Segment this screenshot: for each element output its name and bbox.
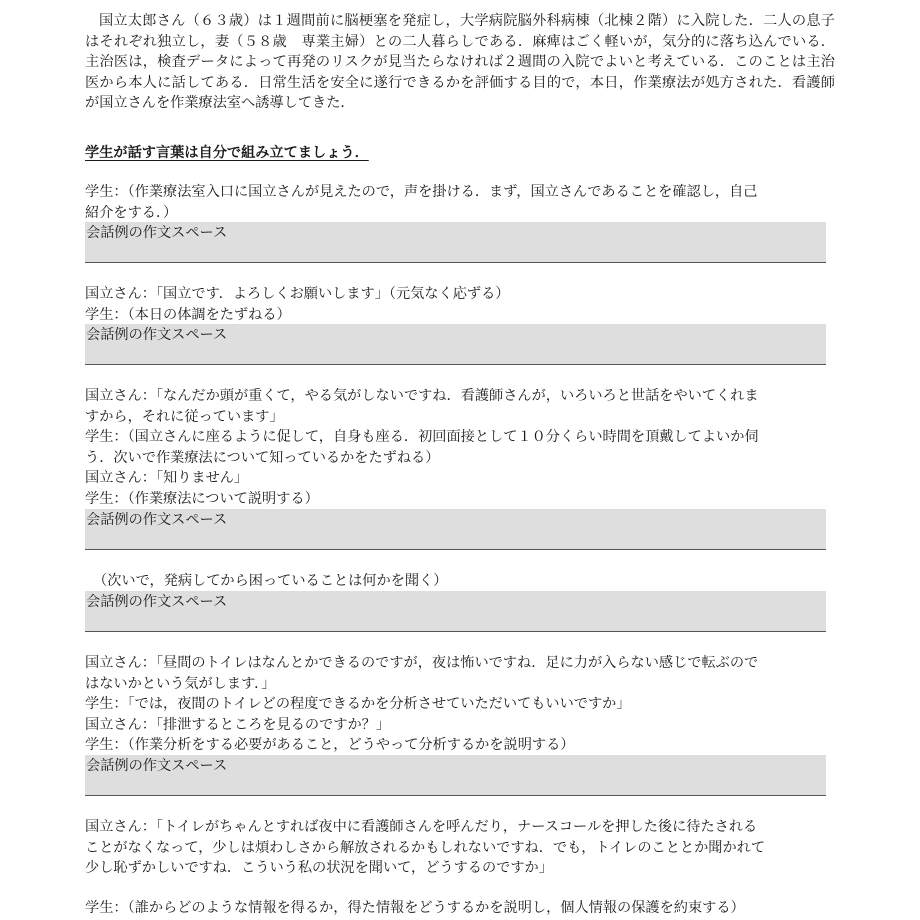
dialogue-line: 国立さん：「なんだか頭が重くて，やる気がしないですね．看護師さんが，いろいろと世話をやいてくれま [85,388,759,404]
composition-space-label: 会話例の作文スペース [86,225,228,241]
dialogue-block-5 [85,653,835,756]
dialogue-line: （次いで，発病してから困っていることは何かを聞く） [93,573,448,589]
composition-space-label: 会話例の作文スペース [86,512,228,528]
dialogue-line: 国立さん：「トイレがちゃんとすれば夜中に看護師さんを呼んだり，ナースコールを押した後に待たされる [85,819,758,835]
composition-space-2[interactable] [85,324,826,365]
dialogue-block-7 [85,898,835,919]
dialogue-line: 学生：（国立さんに座るように促して，自身も座る．初回面接として１０分くらい時間を頂戴してよいか伺 [85,429,759,445]
dialogue-line: すから，それに従っています」 [85,408,284,425]
dialogue-line: 学生：「では，夜間のトイレどの程度できるかを分析させていただいてもいいですか」 [85,696,631,712]
dialogue-block-6 [85,817,835,879]
dialogue-line: 学生：（作業療法について説明する） [85,490,319,507]
dialogue-line: ことがなくなって，少しは煩わしさから解放されるかもしれないですね．でも，トイレのこととか聞かれて [85,839,766,856]
dialogue-line: 国立さん：「昼間のトイレはなんとかできるのですが，夜は怖いですね．足に力が入らない感じで転ぶので [85,655,759,671]
dialogue-line: 少し恥ずかしいですね．こういう私の状況を聞いて，どうするのですか」 [85,860,553,876]
composition-space-1[interactable] [85,222,826,263]
case-introduction: 国立太郎さん（６３歳）は１週間前に脳梗塞を発症し，大学病院脳外科病棟（北棟２階）に入院した．二人の息子はそれぞれ独立し，妻（５８歳 専業主婦）との二人暮らしである．麻痺はごく軽いが，気分的に落ち込んでいる．主治医は，検査データによって再発のリスクが見当たらなければ２週間の入院でよいと考えている．このことは主治医から本人に話してある．日常生活を安全に遂行できるかを評価する目的で，本日，作業療法が処方された．看護師が国立さんを作業療法室へ誘導してきた． [85,13,835,111]
dialogue-line: 国立さん：「知りません」 [85,470,249,486]
composition-space-3[interactable] [85,509,826,550]
dialogue-block-2 [85,284,835,325]
dialogue-line: 国立さん：「排泄するところを見るのですか？」 [85,716,391,733]
composition-space-label: 会話例の作文スペース [86,327,228,343]
dialogue-line: 学生：（本日の体調をたずねる） [85,306,291,323]
dialogue-line: 学生：（作業療法室入口に国立さんが見えたので，声を掛ける．まず，国立さんであることを確認し，自己 [85,184,758,200]
dialogue-line: 学生：（誰からどのような情報を得るか，得た情報をどうするかを説明し，個人情報の保護を約束する） [85,900,745,916]
dialogue-block-4 [85,571,835,592]
dialogue-block-1 [85,182,835,223]
composition-space-label: 会話例の作文スペース [86,594,228,610]
composition-space-label: 会話例の作文スペース [86,758,228,774]
instruction-heading: 学生が話す言葉は自分で組み立てましょう． [85,145,369,161]
dialogue-block-3 [85,386,835,509]
dialogue-line: う．次いで作業療法について知っているかをたずねる） [85,449,440,466]
composition-space-5[interactable] [85,755,826,796]
dialogue-line: はないかという気がします．」 [85,675,276,692]
dialogue-line: 国立さん：「国立です．よろしくお願いします」（元気なく応ずる） [85,286,510,302]
dialogue-line: 紹介をする．） [85,204,178,221]
composition-space-4[interactable] [85,591,826,632]
dialogue-line: 学生：（作業分析をする必要があること，どうやって分析するかを説明する） [85,737,575,753]
